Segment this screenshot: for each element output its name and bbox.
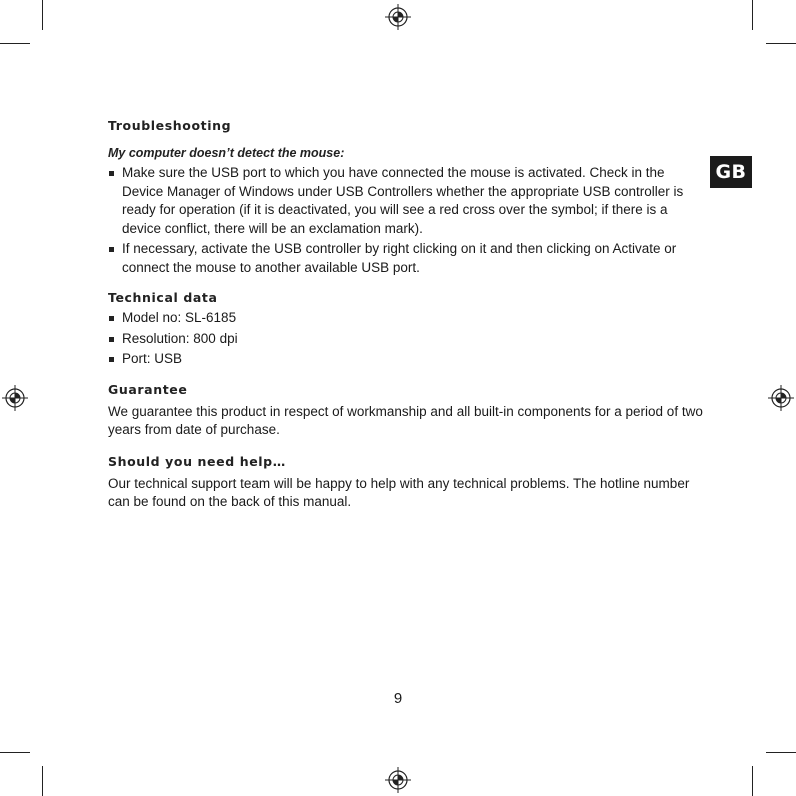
registration-mark-icon	[385, 4, 411, 30]
list-item-text: Make sure the USB port to which you have connected the mouse is activated. Check in the Device Manager of Windows under USB Controllers whether the appropriate USB controller is ready for operation (if it is deactivated, you will see a red cross over the symbol; if there is a device conflict, there will be an exclamation mark).	[122, 165, 684, 236]
crop-mark	[0, 43, 30, 44]
crop-mark	[766, 43, 796, 44]
crop-mark	[766, 752, 796, 753]
troubleshooting-subheading: My computer doesn’t detect the mouse:	[108, 146, 345, 160]
list-item	[108, 240, 708, 277]
troubleshooting-heading: Troubleshooting	[108, 118, 232, 133]
crop-mark	[0, 752, 30, 753]
bullet-icon	[109, 171, 114, 176]
technical-data-list	[108, 309, 708, 369]
list-item	[108, 330, 708, 349]
registration-mark-icon	[385, 767, 411, 793]
list-item	[108, 164, 708, 238]
bullet-icon	[109, 316, 114, 321]
bullet-icon	[109, 357, 114, 362]
list-item-text: Resolution: 800 dpi	[122, 330, 238, 346]
page-number: 9	[393, 690, 403, 707]
crop-mark	[42, 0, 43, 30]
troubleshooting-list	[108, 164, 708, 277]
help-text: Our technical support team will be happy to help with any technical problems. The hotline number can be found on the back of this manual.	[108, 475, 690, 509]
language-tab: GB	[710, 156, 752, 188]
technical-data-heading: Technical data	[108, 290, 218, 305]
crop-mark	[42, 766, 43, 796]
list-item-text: Port: USB	[122, 351, 183, 366]
list-item	[108, 350, 708, 369]
manual-content	[108, 118, 708, 512]
crop-mark	[752, 0, 753, 30]
registration-mark-icon	[768, 385, 794, 411]
list-item-text: If necessary, activate the USB controller by right clicking on it and then clicking on Activate or connect the mouse to another available USB port.	[122, 241, 677, 275]
registration-mark-icon	[2, 385, 28, 411]
help-heading: Should you need help…	[108, 453, 286, 469]
crop-mark	[752, 766, 753, 796]
guarantee-heading: Guarantee	[108, 381, 188, 397]
guarantee-text: We guarantee this product in respect of workmanship and all built-in components for a period of two years from date of purchase.	[108, 403, 703, 437]
list-item-text: Model no: SL-6185	[122, 310, 237, 325]
bullet-icon	[109, 247, 114, 252]
bullet-icon	[109, 337, 114, 342]
list-item	[108, 309, 708, 328]
